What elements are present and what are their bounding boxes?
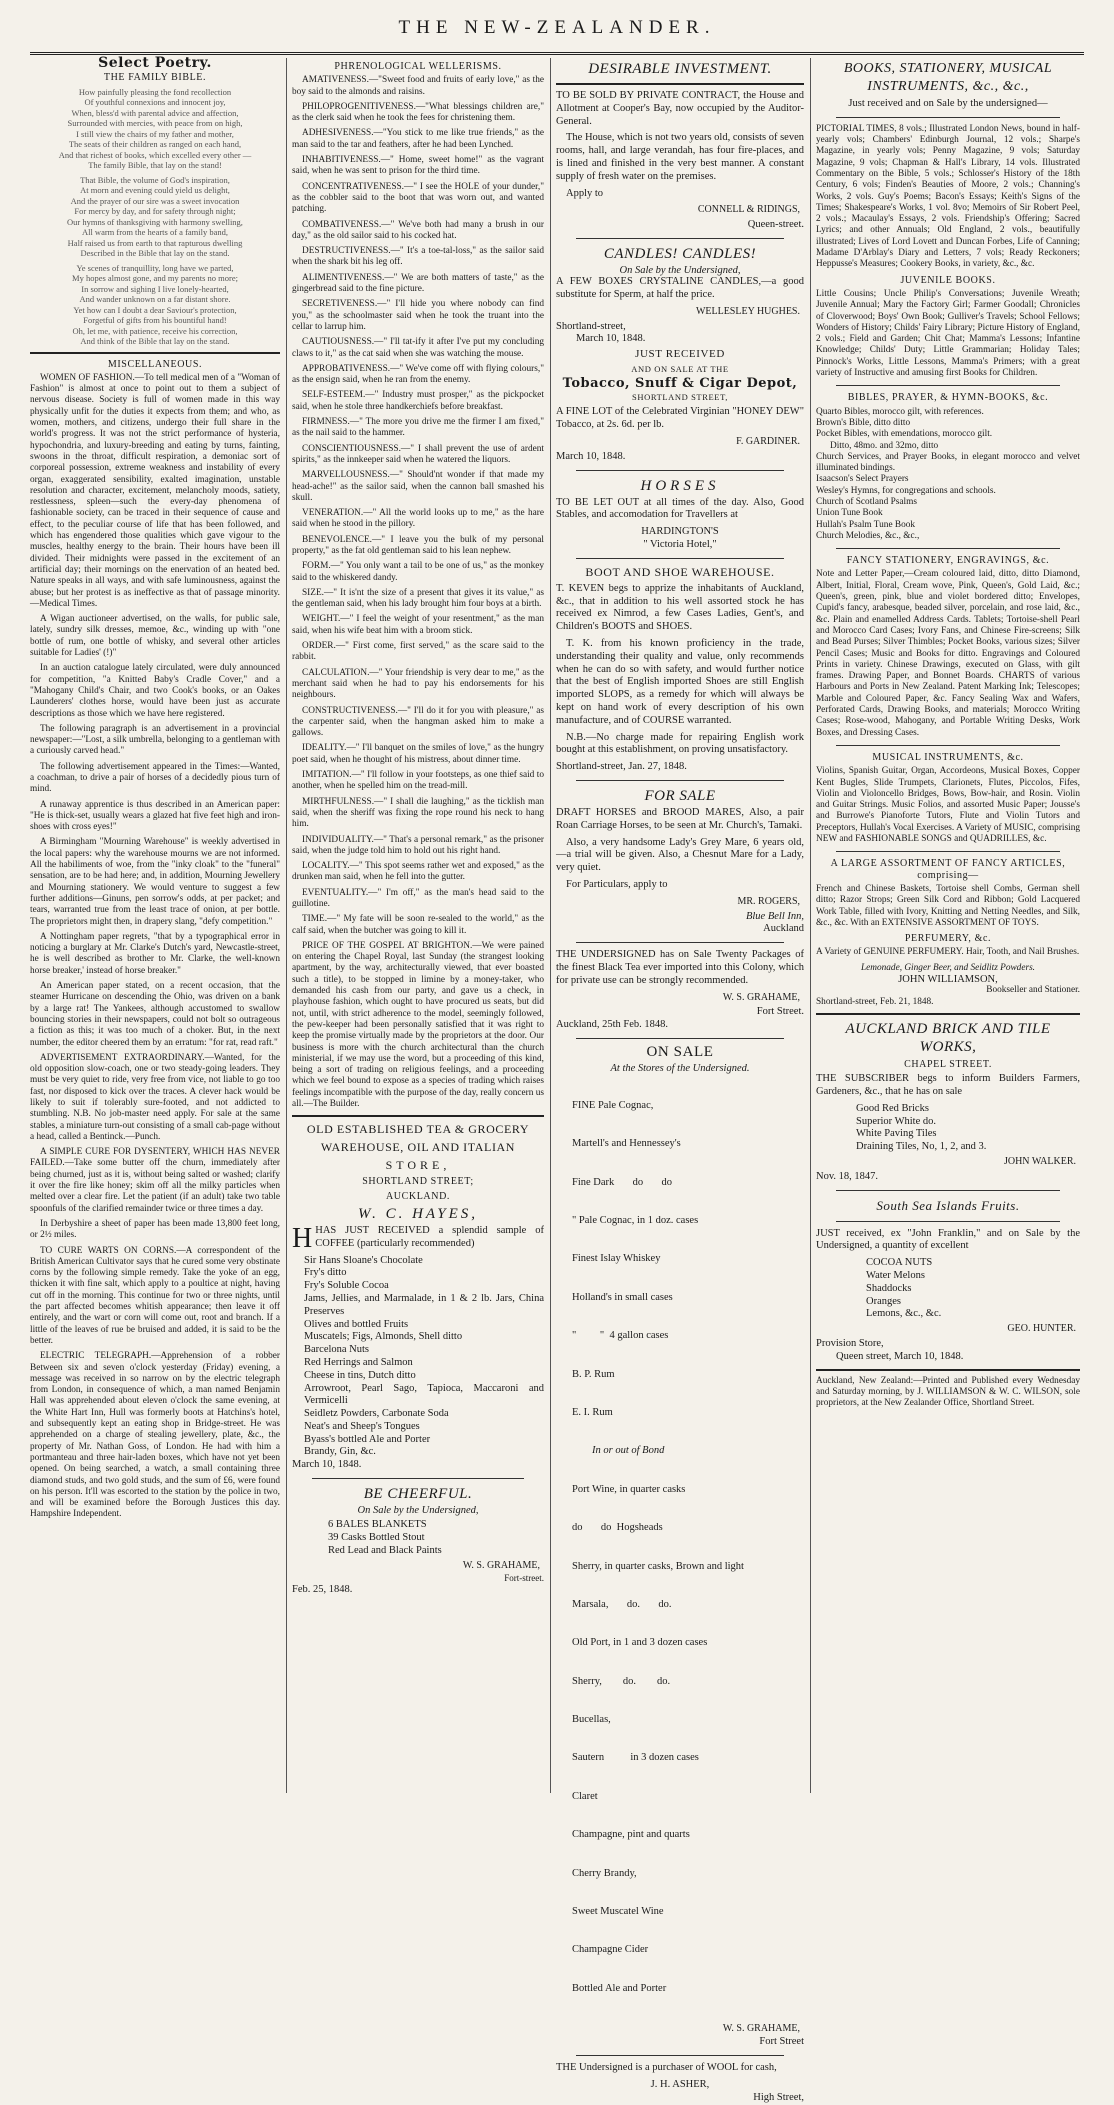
ad-signature: MR. ROGERS, <box>737 895 800 907</box>
ad-date: Queen street, March 10, 1848. <box>836 1350 964 1362</box>
list-item: Byass's bottled Ale and Porter <box>304 1433 431 1445</box>
divider <box>836 745 1060 746</box>
article-paragraph: ALIMENTIVENESS.—" We are both matters of taste," as the gingerbread said to the fine picture. <box>292 272 544 295</box>
article-paragraph: IMITATION.—" I'll follow in your footsteps, as one thief said to another, when he spelled him on the tread-mill. <box>292 770 544 792</box>
list-item: 39 Casks Bottled Stout <box>328 1532 425 1544</box>
divider <box>556 83 804 85</box>
ad-signature: GEO. HUNTER. <box>1007 1323 1076 1335</box>
ad-date: Shortland-street, Feb. 21, 1848. <box>816 996 934 1007</box>
article-paragraph: SIZE.—" It is'nt the size of a present that gives it its value," as the gentleman said, when his lady brought him four boys at a birth. <box>292 587 544 610</box>
ad-date: March 10, 1848. <box>292 1459 362 1471</box>
list-item: Cheese in tins, Dutch ditto <box>304 1369 416 1381</box>
ad-date: Nov. 18, 1847. <box>816 1170 879 1182</box>
tobacco-just-received: JUST RECEIVED <box>635 348 725 361</box>
article-paragraph: BENEVOLENCE.—" I leave you the bulk of my personal property," as the fat old gentleman said to his lean nephew. <box>292 534 544 556</box>
ad-date: March 10, 1848. <box>556 450 626 462</box>
tea-store-merchant: W. C. HAYES, <box>357 1205 479 1222</box>
investment-header: DESIRABLE INVESTMENT. <box>588 61 772 77</box>
article-paragraph: A runaway apprentice is thus described in an American paper: "He is thick-set, usually wears a glazed hat five feet high and iron-shoes with cross eyes!" <box>30 799 280 833</box>
list-item: Lemons, &c., &c. <box>866 1308 942 1320</box>
tea-store-header: WAREHOUSE, OIL AND ITALIAN <box>320 1140 516 1155</box>
tea-store-header: OLD ESTABLISHED TEA & GROCERY <box>306 1122 530 1137</box>
wellerisms-header: PHRENOLOGICAL WELLERISMS. <box>334 61 502 72</box>
list-item: Cherry Brandy, <box>572 1867 637 1879</box>
black-tea-body: THE UNDERSIGNED has on Sale Twenty Packages of the finest Black Tea ever imported into this Colony, which for private use can be strongly recommended. <box>556 949 804 986</box>
list-item: Sir Hans Sloane's Chocolate <box>304 1254 423 1266</box>
article-paragraph: CALCULATION.—" Your friendship is very dear to me," as the merchant said when he had to pay his endorsements for his neighbours. <box>292 667 544 701</box>
article-paragraph: A Wigan auctioneer advertised, on the walls, for public sale, lately, sundry silk dresses, memoe, &c., winding up with "one bottle of rum, one bottle of whisky, and several other articles suitable for Ladies' (!)" <box>30 614 280 659</box>
article-paragraph: TIME.—" My fate will be soon re-sealed to the world," as the calf said, when the butcher was going to kill it. <box>292 914 544 936</box>
be-cheerful-sub: On Sale by the Undersigned, <box>357 1505 479 1517</box>
fancy-articles-body: French and Chinese Baskets, Tortoise shell Combs, German shell ditto; Razor Strops; Green Silk Cord and Ribbon; Gold Lacquered Work Table, filled with Ivory, Knitting and Netting Needles, and Silk, &c., &c. With an EXTENSIVE ASSORTMENT OF TOYS. <box>816 883 1080 928</box>
ad-place: Provision Store, <box>816 1337 884 1349</box>
musical-instruments-body: Violins, Spanish Guitar, Organ, Accordeons, Musical Boxes, Copper Kent Bugles, Slide Trumpets, Clarionets, Flutes, Piccolos, Fifes, Violin and Violoncello Bridges, Bows, Bow-hair, and Rosin. Violin and Guitar Strings. Music Folios, and assorted Music Paper; Jousse's and Burrowe's Pianoforte Tutors, Flute and Violin Tutors and Preceptors, Hullah's Vocal Exercises. A Variety of MUSIC, comprising NEW and FASHIONABLE SONGS and QUADRILLES, &c. <box>816 766 1080 845</box>
poem-line: All warm from the hearts of a family band, <box>81 227 229 238</box>
article-paragraph: PHILOPROGENITIVENESS.—"What blessings children are," as the clerk said when he took the fees for christening them. <box>292 101 544 124</box>
article-paragraph: CONSTRUCTIVENESS.—" I'll do it for you with pleasure," as the carpenter said, when the hangman asked him to make a gallows. <box>292 705 544 739</box>
article-paragraph: ADVERTISEMENT EXTRAORDINARY.—Wanted, for the old opposition slow-coach, one or two steady-going leaders. They must be very quiet to ride, very free from vice, not liable to go too fast, nor disposed to kick over the traces. A clever hack would be likely to suit if tolerably sure-footed, and not addicted to stumbling. N.B. No job-master need apply. For sale at the same stables, a miniature turn-out consisting of a small cab-page without a head, called a Bentinck.—Punch. <box>30 1052 280 1142</box>
list-item: Champagne, pint and quarts <box>572 1829 690 1841</box>
article-paragraph: MARVELLOUSNESS.—" Should'nt wonder if that made my head-ache!" as the sailor said, when the cannon ball smashed his skull. <box>292 470 544 503</box>
brick-works-header: AUCKLAND BRICK AND TILE WORKS, <box>845 1020 1051 1055</box>
article-paragraph: LOCALITY.—" This spot seems rather wet and exposed," as the drunken man said, when he fell into the gutter. <box>292 861 544 883</box>
poem-line: And that richest of books, which excelled every other — <box>58 149 252 160</box>
books-sub: Just received and on Sale by the undersigned— <box>848 98 1048 109</box>
article-paragraph: SELF-ESTEEM.—" Industry must prosper," as the pickpocket said, when he stole three handkerchiefs before breakfast. <box>292 390 544 412</box>
list-item: Fine Dark do do <box>572 1176 673 1188</box>
list-item: Brandy, Gin, &c. <box>304 1446 376 1458</box>
list-item: Olives and bottled Fruits <box>304 1318 409 1330</box>
tobacco-depot-header: Tobacco, Snuff & Cigar Depot, <box>562 375 798 391</box>
column-1 <box>30 55 280 1793</box>
list-item: Superior White do. <box>856 1115 937 1127</box>
column-rule <box>550 58 551 1793</box>
divider <box>312 1478 524 1479</box>
list-item: Bottled Ale and Porter <box>572 1982 667 1994</box>
article-paragraph: COMBATIVENESS.—" We've both had many a brush in our day," as the old sailor said to his cocked hat. <box>292 219 544 241</box>
poem-line: The family Bible, that lay on the stand! <box>88 160 222 171</box>
divider <box>576 558 784 559</box>
for-sale-header: FOR SALE <box>644 787 716 804</box>
list-item: " " 4 gallon cases <box>572 1330 669 1342</box>
list-item: Sherry, in quarter casks, Brown and light <box>572 1560 744 1572</box>
perfumery-body: A Variety of GENUINE PERFUMERY. Hair, Tooth, and Nail Brushes. <box>816 947 1080 958</box>
fruits-body: JUST received, ex "John Franklin," and on Sale by the Undersigned, a quantity of excellent <box>816 1227 1080 1252</box>
ad-signature: W. S. GRAHAME, <box>722 2023 800 2035</box>
article-paragraph: A Nottingham paper regrets, "that by a typographical error in noticing a burglary at Mr. Clarke's Dutch's yard, Newcastle-street, he is well described as brother to Mr. Clarke, the well-known horse breaker,' instead of horse breaker." <box>30 931 280 976</box>
list-item: Oranges <box>866 1295 901 1307</box>
ad-place: Fort Street <box>759 2036 804 2048</box>
divider <box>836 385 1060 386</box>
ad-apply: Apply to <box>566 187 604 199</box>
musical-instruments-header: MUSICAL INSTRUMENTS, &c. <box>872 751 1024 763</box>
article-paragraph: ADHESIVENESS.—"You stick to me like true friends," as the man said to the tar and feathers, after he had been Lynched. <box>292 128 544 150</box>
list-item: COCOA NUTS <box>866 1257 933 1269</box>
list-item: Pocket Bibles, with emendations, morocco gilt. <box>816 429 993 440</box>
lemonade-line: Lemonade, Ginger Beer, and Seidlitz Powders. <box>860 962 1036 973</box>
poem-line: Our hymns of thanksgiving with harmony swelling, <box>67 216 243 227</box>
ad-place: Auckland <box>763 923 804 935</box>
article-paragraph: PRICE OF THE GOSPEL AT BRIGHTON.—We were pained on entering the Chapel Royal, last Sunday (the strangest looking apartment, by the way, architecturally viewed, that ever boasted such a title), to be stopped in limine by a money-taker, who demanded his cash from our party, and gave us a check, in playhouse fashion, which ought to have procured us seats, but did not, until, with strict adherence to the model, seemingly followed, the pew-keeper had been personally satisfied that it was right to keep the promise virtually made by the proprietors at the door. Our business is more with the church architectural than the church ministerial, if we may use the word, but a proceeding of this kind, being a sort of trading on religious feelings, and a proceeding which we feel bound to expose as a species of trading which raises feelings incompatible with the purpose of the day, really concern us all.—The Builder. <box>292 940 544 1110</box>
list-item: do do Hogsheads <box>572 1522 663 1534</box>
list-item: Isaacson's Select Prayers <box>816 474 909 485</box>
perfumery-header: PERFUMERY, &c. <box>904 933 992 945</box>
ad-place: Fort Street. <box>756 1006 804 1018</box>
list-item: Sweet Muscatel Wine <box>572 1906 664 1918</box>
list-item: Church Services, and Prayer Books, in elegant morocco and velvet illuminated bindings. <box>816 451 1080 474</box>
list-item: Barcelona Nuts <box>304 1344 370 1356</box>
boot-shoe-header: BOOT AND SHOE WAREHOUSE. <box>585 564 775 579</box>
divider <box>576 2055 784 2056</box>
tobacco-body: A FINE LOT of the Celebrated Virginian "HONEY DEW" Tobacco, at 2s. 6d. per lb. <box>556 406 804 431</box>
article-paragraph: The following paragraph is an advertisement in a provincial newspaper:—"Lost, a silk umbrella, belonging to a gentleman with a curiously carved head." <box>30 723 280 757</box>
list-item: Shaddocks <box>866 1282 912 1294</box>
divider <box>836 1190 1060 1191</box>
list-item: Fry's Soluble Cocoa <box>304 1280 389 1292</box>
poem-line: Half raised us from earth to that rapturous dwelling <box>67 237 243 248</box>
list-item: Arrowroot, Pearl Sago, Tapioca, Maccaroni and Vermicelli <box>304 1382 544 1407</box>
poem-line: Yet how can I doubt a dear Saviour's protection, <box>73 304 237 315</box>
poem-line: At morn and evening could yield us delight, <box>80 185 230 196</box>
list-item: Port Wine, in quarter casks <box>572 1483 686 1495</box>
poem-line: When, bless'd with parental advice and affection, <box>71 107 239 118</box>
article-paragraph: IDEALITY.—" I'll banquet on the smiles of love," as the hungry poet said, when he thought of his mistress, about dinner time. <box>292 743 544 765</box>
article-paragraph: SECRETIVENESS.—" I'll hide you where nobody can find you," as the schoolmaster said when he took the truant into the cellar to larrup him. <box>292 299 544 332</box>
poem-line: And the prayer of our sire was a sweet invocation <box>70 195 240 206</box>
list-item: 6 BALES BLANKETS <box>328 1519 427 1531</box>
poem-line: Oh, let me, with patience, receive his correction, <box>72 325 238 336</box>
divider <box>836 117 1060 118</box>
article-paragraph: EVENTUALITY.—" I'm off," as the man's head said to the guillotine. <box>292 887 544 909</box>
list-item: Neat's and Sheep's Tongues <box>304 1420 420 1432</box>
list-item: Jams, Jellies, and Marmalade, in 1 & 2 lb. Jars, China Preserves <box>304 1292 544 1317</box>
ad-signature: F. GARDINER. <box>736 436 800 448</box>
ad-date: Shortland-street, Jan. 27, 1848. <box>556 761 687 773</box>
poem-line: I still view the chairs of my father and mother, <box>76 128 234 139</box>
article-paragraph: WOMEN OF FASHION.—To tell medical men of a "Woman of Fashion" is almost at once to point out to them a subject of nervous disease. Society is full of women made in this way physically unfit for the duties it expects from them; and who, as women, mothers, and citizens, undergo their full share in the world's progress. It was not the strict performance of hysteria, hypochondria, and luxury-breeding and eating by turns, fainting, swoons in the throat, difficult respiration, a demoniac sort of corporeal possession, extreme weakness and instability of every organ, exaggerated sensibility, exalted imagination, unstable resolution and character, excitement, melancholy moods, satiety, restlessness, spleen—such the every-day phenomena of fashionable society, can be traced in their sequence of cause and effect, to the peculiar course of life that has been followed, and which has engendered those qualities which gave vigour to the muscles, healthy energy to the brain. Their hours have been ill divided. Their midnights were passed in the excitement of an artificial day; their mornings on the enervation of an heated bed. Nature speaks in all ways, and with safe luminousness, against the abuse; but her protest is as ineffective as that of passage minority.—Medical Times. <box>30 372 280 609</box>
ad-place: Queen-street. <box>747 219 804 231</box>
column-4 <box>816 58 1080 1793</box>
ad-date: Feb. 25, 1848. <box>292 1584 353 1596</box>
list-item: Martell's and Hennessey's <box>572 1138 681 1150</box>
divider <box>576 942 784 943</box>
books-body: PICTORIAL TIMES, 8 vols.; Illustrated London News, bound in half-yearly vols; Chambers' Edinburgh Journal, 12 vols.; Sharpe's Magazine, in yearly vols; Penny Magazine, 9 vols; Saturday Magazine, 9 vols; Chapman & Hall's Library, 14 vols. Illustrated Commentary on the Bible, 5 vols.; Schlosser's History of the 18th Century, 6 vols; Finden's Beauties of Moore, 2 vols.; Channing's Works, 2 vols. Guy's Poems; Bacon's Essays; Keith's Signs of the Times; Shakespeare's Works, 1 vol. 8vo; Memoirs of Sir Robert Peel, 2 vols.; Macaulay's Essays, 2 vols. Friendship's Offering; Sacred Lyrics; and other Annuals; Old England, 2 vols., beautifully illustrated; Lives of Lord Lovett and Duncan Forbes, Life of Canning; Madame D'Arblay's Diary and Letters, 7 vols; Ready Reckoners; Heppusse's Measures; Cookery Books, in variety, &c., &c. <box>816 123 1080 270</box>
list-item: Muscatels; Figs, Almonds, Shell ditto <box>304 1331 463 1343</box>
list-item: Wesley's Hymns, for congregations and schools. <box>816 485 996 496</box>
for-sale-body: Also, a very handsome Lady's Grey Mare, 6 years old,—a trial will be given. Also, a Chesnut Mare for a Lady, very quiet. <box>556 836 804 874</box>
article-paragraph: DESTRUCTIVENESS.—" It's a toe-tal-loss," as the sailor said when the shark bit his leg off. <box>292 246 544 268</box>
list-item: Union Tune Book <box>816 508 883 519</box>
list-item: Marsala, do. do. <box>572 1598 672 1610</box>
article-paragraph: A SIMPLE CURE FOR DYSENTERY, WHICH HAS NEVER FAILED.—Take some butter off the churn, immediately after being churned, just as it is, without being salted or washed; clarify it over the fire like honey; skim off all the milky particles when melted over a clear fire. Let the patient (if an adult) take two table spoonfuls of the clarified remainder twice or three times a day. <box>30 1147 280 1214</box>
column-3 <box>556 58 804 2103</box>
list-item: Sautern in 3 dozen cases <box>572 1752 699 1764</box>
list-item: Ditto, 48mo. and 32mo, ditto <box>830 440 939 451</box>
list-item: Hullah's Psalm Tune Book <box>816 519 916 530</box>
poem-body <box>30 87 280 347</box>
candles-body: A FEW BOXES CRYSTALINE CANDLES,—a good substitute for Sperm, at half the price. <box>556 276 804 301</box>
divider <box>576 1038 784 1039</box>
candles-header: CANDLES! CANDLES! <box>603 245 757 262</box>
list-item: FINE Pale Cognac, <box>572 1099 654 1111</box>
divider <box>576 470 784 471</box>
poem-line: Surrounded with mercies, with peace from on high, <box>67 118 243 129</box>
bibles-header: BIBLES, PRAYER, & HYMN-BOOKS, &c. <box>847 392 1049 404</box>
list-item: Sherry, do. do. <box>572 1675 671 1687</box>
ad-signature: HARDINGTON'S <box>641 526 719 538</box>
column-rule <box>286 58 287 1793</box>
divider <box>816 1013 1080 1015</box>
boot-shoe-body: T. KEVEN begs to apprize the inhabitants of Auckland, &c., that in addition to his well assorted stock he has received ex Nimrod, a few Cases Ladies, Gent's, and Children's BOOTS and SHOES. <box>556 582 804 633</box>
article-paragraph: AMATIVENESS.—"Sweet food and fruits of early love," as the boy said to the almonds and raisins. <box>292 75 544 97</box>
article-paragraph: CAUTIOUSNESS.—" I'll tat-ify it after I've put my concluding claws to it," as the cat said when she was watching the mouse. <box>292 337 544 359</box>
divider <box>836 851 1060 852</box>
horses-header: HORSES <box>640 477 720 494</box>
article-paragraph: CONCENTRATIVENESS.—" I see the HOLE of your dunder," as the cobbler said to the boot that was worn out, and wanted patching. <box>292 181 544 215</box>
article-paragraph: INDIVIDUALITY.—" That's a personal remark," as the prisoner said, when the judge told him to hold out his right hand. <box>292 834 544 856</box>
divider <box>292 1115 544 1117</box>
investment-body: The House, which is not two years old, consists of seven rooms, hall, and large verandah, has four fire-places, and is lined and finished in the very best manner. A constant supply of fresh water on the premises. <box>556 132 804 182</box>
fruits-header: South Sea Islands Fruits. <box>876 1197 1020 1213</box>
tea-store-address: SHORTLAND STREET; <box>362 1176 474 1188</box>
article-paragraph: A Birmingham "Mourning Warehouse" is weekly advertised in the local papers: why the warehouse mourns we are not informed. All the habiliments of woe, from the "inky cloak" to the "funeral" sensation, are to be had here; and, in addition, Mourning Jewellery and Mourning stationery. We would venture to suggest a few further additions—Ginuns, pen sorrow's odds, at per packet; and tears, warranted true from the least trace of onion, at per bottle. The proprietors might then, in drapery slang, "defy competition." <box>30 837 280 927</box>
poem-title: THE FAMILY BIBLE. <box>103 72 207 84</box>
poem-line: Of youthful connexions and innocent joy, <box>84 97 226 108</box>
ad-place: Blue Bell Inn, <box>745 910 804 922</box>
publisher-imprint: Auckland, New Zealand:—Printed and Published every Wednesday and Saturday morning, by J. WILLIAMSON & W. C. WILSON, sole proprietors, at the New Zealander Office, Shortland Street. <box>816 1375 1080 1409</box>
article-paragraph: VENERATION.—" All the world looks up to me," as the hare said when he stood in the pillory. <box>292 508 544 530</box>
list-item: Holland's in small cases <box>572 1291 673 1303</box>
ad-place: High Street, <box>753 2091 804 2103</box>
article-paragraph: The following advertisement appeared in the Times:—Wanted, a coachman, to drive a pair of horses of a decidedly pious turn of mind. <box>30 761 280 795</box>
poem-line: That Bible, the volume of God's inspiration, <box>80 174 230 185</box>
books-header: BOOKS, STATIONERY, MUSICAL INSTRUMENTS, &c., &c., <box>843 61 1053 94</box>
poem-line: In sorrow and sighing I live lonely-hearted, <box>81 283 229 294</box>
investment-body: TO BE SOLD BY PRIVATE CONTRACT, the House and Allotment at Cooper's Bay, now occupied by the Auditor-General. <box>556 90 804 127</box>
ad-signature: " Victoria Hotel," <box>643 539 717 551</box>
list-item: Brown's Bible, ditto ditto <box>816 417 911 428</box>
article-paragraph: ORDER.—" First come, first served," as the scare said to the rabbit. <box>292 641 544 663</box>
boot-shoe-body: N.B.—No charge made for repairing English work bought at this establishment, on proving unsatisfactory. <box>556 731 804 756</box>
boot-shoe-body: T. K. from his known proficiency in the trade, understanding their quality and value, only recommends when he can do so with safety, and would further notice that the best of English imported Shoes are still English imported SLOPS, as a remedy for which will always be kept on hand work of every description of his own manufacture, and of COURSE warranted. <box>556 638 804 726</box>
article-paragraph: In an auction catalogue lately circulated, were duly announced for competition, "a Knitted Baby's Cradle Cover," and a "Mahogany Child's Chair, and two Cook's books, or an Oakes Launderers' clothes horse, would have been just as accurate descriptions as those which we have here registered. <box>30 663 280 719</box>
ad-date: March 10, 1848. <box>576 333 646 345</box>
candles-sub: On Sale by the Undersigned, <box>619 264 741 276</box>
list-item: In or out of Bond <box>592 1445 665 1457</box>
brick-works-street: CHAPEL STREET. <box>904 1058 992 1070</box>
poem-line: For mercy by day, and for safety through night; <box>74 206 236 217</box>
divider <box>576 238 784 239</box>
ad-apply: For Particulars, apply to <box>566 878 668 890</box>
poem-line: And think of the Bible that lay on the stand. <box>80 336 230 347</box>
list-item: B. P. Rum <box>572 1368 615 1380</box>
divider <box>836 1221 1060 1222</box>
tobacco-at: AND ON SALE AT THE <box>631 363 729 374</box>
list-item: Draining Tiles, No, 1, 2, and 3. <box>856 1141 987 1153</box>
poem-line: Forgetful of gifts from his bountiful hand! <box>83 315 227 326</box>
tobacco-street: SHORTLAND STREET, <box>632 392 728 403</box>
poem-line: Described in the Bible that lay on the stand. <box>80 248 230 259</box>
ad-signature: JOHN WILLIAMSON, <box>898 973 998 985</box>
list-item: Champagne Cider <box>572 1944 649 1956</box>
ad-signature-title: Bookseller and Stationer. <box>986 985 1080 996</box>
select-poetry-header: Select Poetry. <box>98 55 212 71</box>
on-sale-header: ON SALE <box>646 1043 714 1060</box>
article-paragraph: An American paper stated, on a recent occasion, that the steamer Hurricane on descending the Ohio, was driven on a bank by a large rat! The Yankees, although accustomed to swallow bouncing stories in their newspapers, could not bolt so outrageous a fiction as this; it was too much of a choker. But, in the next number, the editor cheered them by an erratum: "for rat, read raft." <box>30 981 280 1048</box>
divider <box>576 780 784 781</box>
bibles-list <box>816 407 1080 543</box>
divider <box>816 1369 1080 1371</box>
poem-line: How painfully pleasing the fond recollection <box>78 86 232 97</box>
article-paragraph: In Derbyshire a sheet of paper has been made 13,800 feet long, or 2½ miles. <box>30 1218 280 1241</box>
list-item: E. I. Rum <box>572 1406 613 1418</box>
list-item: Water Melons <box>866 1269 925 1281</box>
ad-signature: W. S. GRAHAME, <box>722 991 800 1003</box>
fancy-stationery-header: FANCY STATIONERY, ENGRAVINGS, &c. <box>846 555 1050 567</box>
ad-signature: J. H. ASHER, <box>650 2079 710 2091</box>
for-sale-body: DRAFT HORSES and BROOD MARES, Also, a pair Roan Carriage Horses, to be seen at Mr. Church's, Tamaki. <box>556 806 804 831</box>
article-paragraph: CONSCIENTIOUSNESS.—" I shall prevent the use of ardent spirits," as the innkeeper said when he watered the liquors. <box>292 443 544 465</box>
poem-line: And wander unknown on a far distant shore. <box>79 294 231 305</box>
poem-line: The seats of their children as ranged on each hand, <box>68 139 242 150</box>
ad-signature: CONNELL & RIDINGS, <box>697 204 800 216</box>
horses-body: TO BE LET OUT at all times of the day. Also, Good Stables, and accomodation for Travellers at <box>556 496 804 521</box>
article-paragraph: INHABITIVENESS.—" Home, sweet home!" as the vagrant said, when he was sent to prison for the third time. <box>292 155 544 177</box>
list-item: Red Herrings and Salmon <box>304 1356 413 1368</box>
column-2 <box>292 58 544 1793</box>
article-paragraph: APPROBATIVENESS.—" We've come off with flying colours," as the ensign said, when he ran from the enemy. <box>292 363 544 386</box>
tea-store-address: AUCKLAND. <box>385 1190 450 1202</box>
poem-line: My hopes almost gone, and my parents no more; <box>72 273 238 284</box>
divider <box>836 548 1060 549</box>
brick-works-body: THE SUBSCRIBER begs to inform Builders Farmers, Gardeners, &c., that he has on sale <box>816 1073 1080 1097</box>
ad-place: Shortland-street, <box>556 320 626 332</box>
article-paragraph: WEIGHT.—" I feel the weight of your resentment," as the man said, when his wife beat him with a broom stick. <box>292 614 544 636</box>
list-item: Quarto Bibles, morocco gilt, with references. <box>816 406 984 417</box>
list-item: White Paving Tiles <box>856 1128 937 1140</box>
article-paragraph: TO CURE WARTS ON CORNS.—A correspondent of the British American Cultivator says that he cured some very obstinate corns by the following simple remedy. Take the yoke of an egg, thicken it with fine salt, which apply to a poultice at night, having cut off in the morning. This continue for two or three nights, until the part affected becomes whitish appearance; then leave it off entirely, and the wart or corn will come out, root and branch. If a little of the leaves of rue be bruised and added, it is said to be the better. <box>30 1245 280 1346</box>
column-rule <box>810 58 811 1793</box>
list-item: Red Lead and Black Paints <box>328 1544 442 1556</box>
list-item: Church of Scotland Psalms <box>816 497 917 507</box>
list-item: Fry's ditto <box>304 1267 347 1279</box>
divider <box>30 352 280 354</box>
poem-line: Ye scenes of tranquillity, long have we parted, <box>76 262 234 273</box>
list-item: " Pale Cognac, in 1 doz. cases <box>572 1214 699 1226</box>
be-cheerful-header: BE CHEERFUL. <box>363 1486 473 1503</box>
juvenile-header: JUVENILE BOOKS. <box>900 274 996 286</box>
list-item: Old Port, in 1 and 3 dozen cases <box>572 1637 708 1649</box>
list-item: Claret <box>572 1790 598 1802</box>
list-item: Good Red Bricks <box>856 1102 929 1114</box>
ad-place: Fort-street. <box>504 1573 544 1584</box>
on-sale-sub: At the Stores of the Undersigned. <box>610 1062 750 1074</box>
article-paragraph: MIRTHFULNESS.—" I shall die laughing," as the ticklish man said, when the sheriff was fixing the rope round his neck to hang him. <box>292 796 544 830</box>
article-paragraph: FIRMNESS.—" The more you drive me the firmer I am fixed," as the nail said to the hammer. <box>292 417 544 439</box>
list-item: Bucellas, <box>572 1714 611 1726</box>
fancy-stationery-body: Note and Letter Paper,—Cream coloured laid, ditto, ditto Diamond, Albert, Initial, Floral, Cream wove, Pink, Queen's, Gold Laid, &c.; Queen's, green, pink, blue and violet bordered ditto; Envelopes, Cupid's fancy, arabesque, beaded silver, porcelain, and rose laid, &c., &c. Plain and enamelled Address Cards. Tablets; Tortoise-shell Pearl and Morocco Card Cases; Ivory Fans, and Chinese Fire-screens; Silk and Bead Purses; Silver Thimbles; Pocket Books, various sizes; Silver Pencil Cases; Music and Books for ditto. Engravings and Coloured Prints in variety. Chinese Drawings, executed on Glass, with gilt frames. Drawing Paper, and Bonnet Boards. CHARTS of various Harbours and Ports in New Zealand. Patent Marking Ink; Telescopes; Marble and Coloured Paper, &c. Fancy Sealing Wax and Wafers, Perforated Cards, Drawing Books, and materials; Morocco Writing Cases; Rose-wood, Mahogany, and Portable Writing Desks, Work Boxes, and Dressing Cases. <box>816 569 1080 738</box>
ad-signature: JOHN WALKER. <box>1003 1155 1076 1167</box>
miscellaneous-header: MISCELLANEOUS. <box>107 358 203 370</box>
ad-signature: WELLESLEY HUGHES. <box>695 305 800 317</box>
list-item: Church Melodies, &c., &c., <box>816 530 920 541</box>
tea-store-intro: HHAS JUST RECEIVED a splendid sample of COFFEE (particularly recommended) <box>292 1222 544 1254</box>
article-paragraph: ELECTRIC TELEGRAPH.—Apprehension of a robber Between six and seven o'clock yesterday (Friday) evening, a message was received in so narrow on by the electric telegraph from London, in consequence of which, a man named Benjamin Hall was apprehended about eleven o'clock the same evening, at the White Hart Inn, Hull was formerly boots at Hatchins's hotel, and subsequently kept an eating shop in Bridge-street. He was apprehended on a charge of stealing jewellery, plate, &c., the property of Mr. Nathan Goss, of London. He had with him a portmanteau and three hair-laden boxes, which have not yet been opened. On being searched, a watch, a small containing three diamond studs, and two gold studs, and the sum of £6, were found on his person. It'll was escorted to the station by the police in two, and will be examined before the Borough Justices this day. Hampshire Independent. <box>30 1351 280 1520</box>
ad-date: Auckland, 25th Feb. 1848. <box>556 1019 668 1031</box>
list-item: Finest Islay Whiskey <box>572 1253 661 1265</box>
tea-store-header: STORE, <box>385 1158 451 1173</box>
fancy-articles-header: A LARGE ASSORTMENT OF FANCY ARTICLES, comprising— <box>830 858 1066 881</box>
ad-signature: W. S. GRAHAME, <box>462 1559 540 1571</box>
wool-body: THE Undersigned is a purchaser of WOOL for cash, <box>556 2062 777 2074</box>
list-item: Seidletz Powders, Carbonate Soda <box>304 1408 449 1420</box>
article-paragraph: FORM.—" You only want a tail to be one of us," as the monkey said to the whiskered dandy. <box>292 561 544 583</box>
juvenile-body: Little Cousins; Uncle Philip's Conversations; Juvenile Wreath; Juvenile Annual; Mary the Factory Girl; Farmer Goodall; Chronicles of Cloverwood; Boys' Own Book; Gulliver's Travels; School Fellows; Wonders of History; Childs' Fairy Library; Picture History of England, 2 vols.; Field and Garden; Chit Chat; Mamma's Lessons; Infantine Knowledge; Childs' Duty; Little Grammarian; Holiday Tales; Pinnock's Works, Little Lessons, Mamma's Primers; with a great variety of Instructive and amusing first Books for Children. <box>816 288 1080 379</box>
masthead-title: THE NEW-ZEALANDER. <box>30 8 1084 55</box>
